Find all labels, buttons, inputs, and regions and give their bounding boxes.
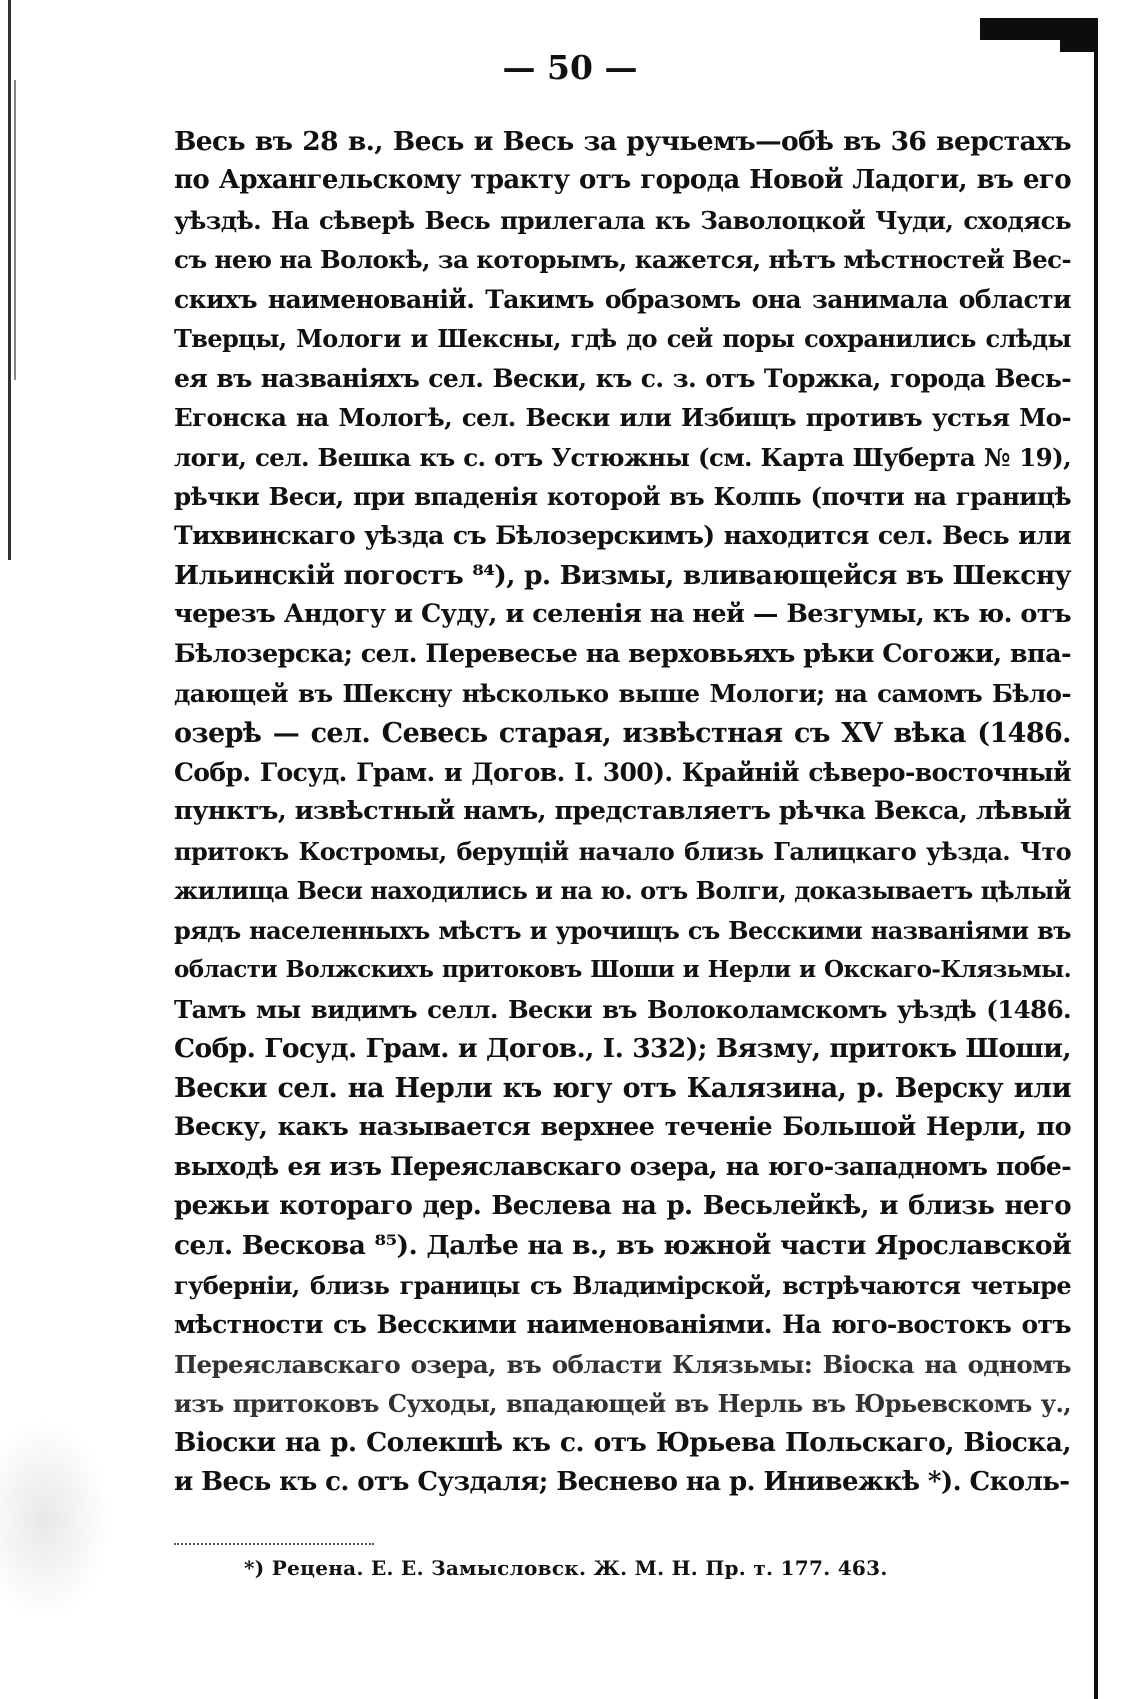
text-line: Собр. Госуд. Грам. и Догов. I. 300). Крайній сѣверо-восточный — [174, 758, 1071, 787]
text-line: черезъ Андогу и Суду, и селенія на ней — Везгумы, къ ю. отъ — [174, 599, 1071, 630]
text-line: Віоски на р. Солекшѣ къ с. отъ Юрьева Польскаго, Віоска, — [174, 1427, 1071, 1459]
text-line: рѣчки Веси, при впаденія которой въ Колпь (почти на границѣ — [174, 481, 1071, 511]
text-line: логи, сел. Вешка къ с. отъ Устюжны (см. Карта Шуберта № 19), — [174, 442, 1071, 472]
text-line: изъ притоковъ Суходы, впадающей въ Нерль въ Юрьевскомъ у., — [174, 1389, 1071, 1418]
scan-smudge — [0, 1420, 110, 1620]
text-line: Бѣлозерска; сел. Перевесье на верховьяхъ рѣки Согожи, впа- — [174, 638, 1071, 669]
text-line: Ильинскій погостъ ⁸⁴), р. Визмы, вливающейся въ Шексну — [174, 559, 1071, 591]
text-line: Вески сел. на Нерли къ югу отъ Калязина, р. Верску или — [174, 1072, 1071, 1104]
text-line: губерніи, близь границы съ Владимірской, встрѣчаются четыре — [174, 1270, 1071, 1300]
text-line: пунктъ, извѣстный намъ, представляетъ рѣчка Векса, лѣвый — [174, 796, 1071, 827]
body-text — [174, 122, 1071, 1502]
text-line: Егонска на Мологѣ, сел. Вески или Избищъ противъ устья Мо- — [174, 403, 1071, 433]
text-line: выходѣ ея изъ Переяславскаго озера, на юго-западномъ побе- — [174, 1152, 1071, 1182]
text-line: съ нею на Волокѣ, за которымъ, кажется, нѣтъ мѣстностей Вес- — [174, 245, 1071, 275]
text-line: скихъ наименованій. Такимъ образомъ она занимала области — [174, 284, 1071, 314]
text-line: Веску, какъ называется верхнее теченіе Большой Нерли, по — [174, 1111, 1071, 1142]
text-line: сел. Вескова ⁸⁵). Далѣе на в., въ южной части Ярославской — [174, 1230, 1071, 1262]
text-line: уѣздѣ. На сѣверѣ Весь прилегала къ Заволоцкой Чуди, сходясь — [174, 205, 1071, 235]
text-line: Весь въ 28 в., Весь и Весь за ручьемъ—обѣ въ 36 верстахъ — [174, 126, 1071, 157]
text-line: Тверцы, Мологи и Шексны, гдѣ до сей поры сохранились слѣды — [174, 324, 1071, 354]
scan-edge-left-inner — [14, 80, 16, 380]
text-line: притокъ Костромы, берущій начало близь Галицкаго уѣзда. Что — [174, 836, 1071, 866]
page-number: — 50 — — [502, 48, 638, 87]
text-line: Тамъ мы видимъ селл. Вески въ Волоколамскомъ уѣздѣ (1486. — [174, 994, 1071, 1024]
text-line: Собр. Госуд. Грам. и Догов., I. 332); Вязму, притокъ Шоши, — [174, 1033, 1071, 1065]
text-line: режьи котораго дер. Веслева на р. Весьлейкѣ, и близь него — [174, 1190, 1071, 1221]
text-line: дающей въ Шексну нѣсколько выше Мологи; на самомъ Бѣло- — [174, 679, 1071, 709]
text-line: Переяславскаго озера, въ области Клязьмы: Віоска на одномъ — [174, 1349, 1071, 1379]
text-line: жилища Веси находились и на ю. отъ Волги, доказываетъ цѣлый — [174, 876, 1071, 906]
text-line: Тихвинскаго уѣзда съ Бѣлозерскимъ) находится сел. Весь или — [174, 521, 1071, 551]
text-line: мѣстности съ Весскими наименованіями. На юго-востокъ отъ — [174, 1310, 1071, 1340]
text-line: и Весь къ с. отъ Суздаля; Веснево на р. Инивежкѣ *). Сколь- — [174, 1466, 1070, 1497]
text-line: области Волжскихъ притоковъ Шоши и Нерли и Окскаго-Клязьмы. — [174, 956, 1071, 984]
footnote: *) Рецена. Е. Е. Замысловск. Ж. М. Н. Пр. т. 177. 463. — [244, 1556, 888, 1580]
text-line: озерѣ — сел. Севесь старая, извѣстная съ XV вѣка (1486. — [174, 717, 1071, 749]
text-line: по Архангельскому тракту отъ города Новой Ладоги, въ его — [174, 165, 1071, 196]
text-line: рядъ населенныхъ мѣстъ и урочищъ съ Весскими названіями въ — [174, 915, 1071, 945]
text-line: ея въ названіяхъ сел. Вески, къ с. з. отъ Торжка, города Весь- — [174, 363, 1071, 393]
footnote-rule — [174, 1543, 374, 1545]
scan-edge-right — [1094, 50, 1098, 1699]
